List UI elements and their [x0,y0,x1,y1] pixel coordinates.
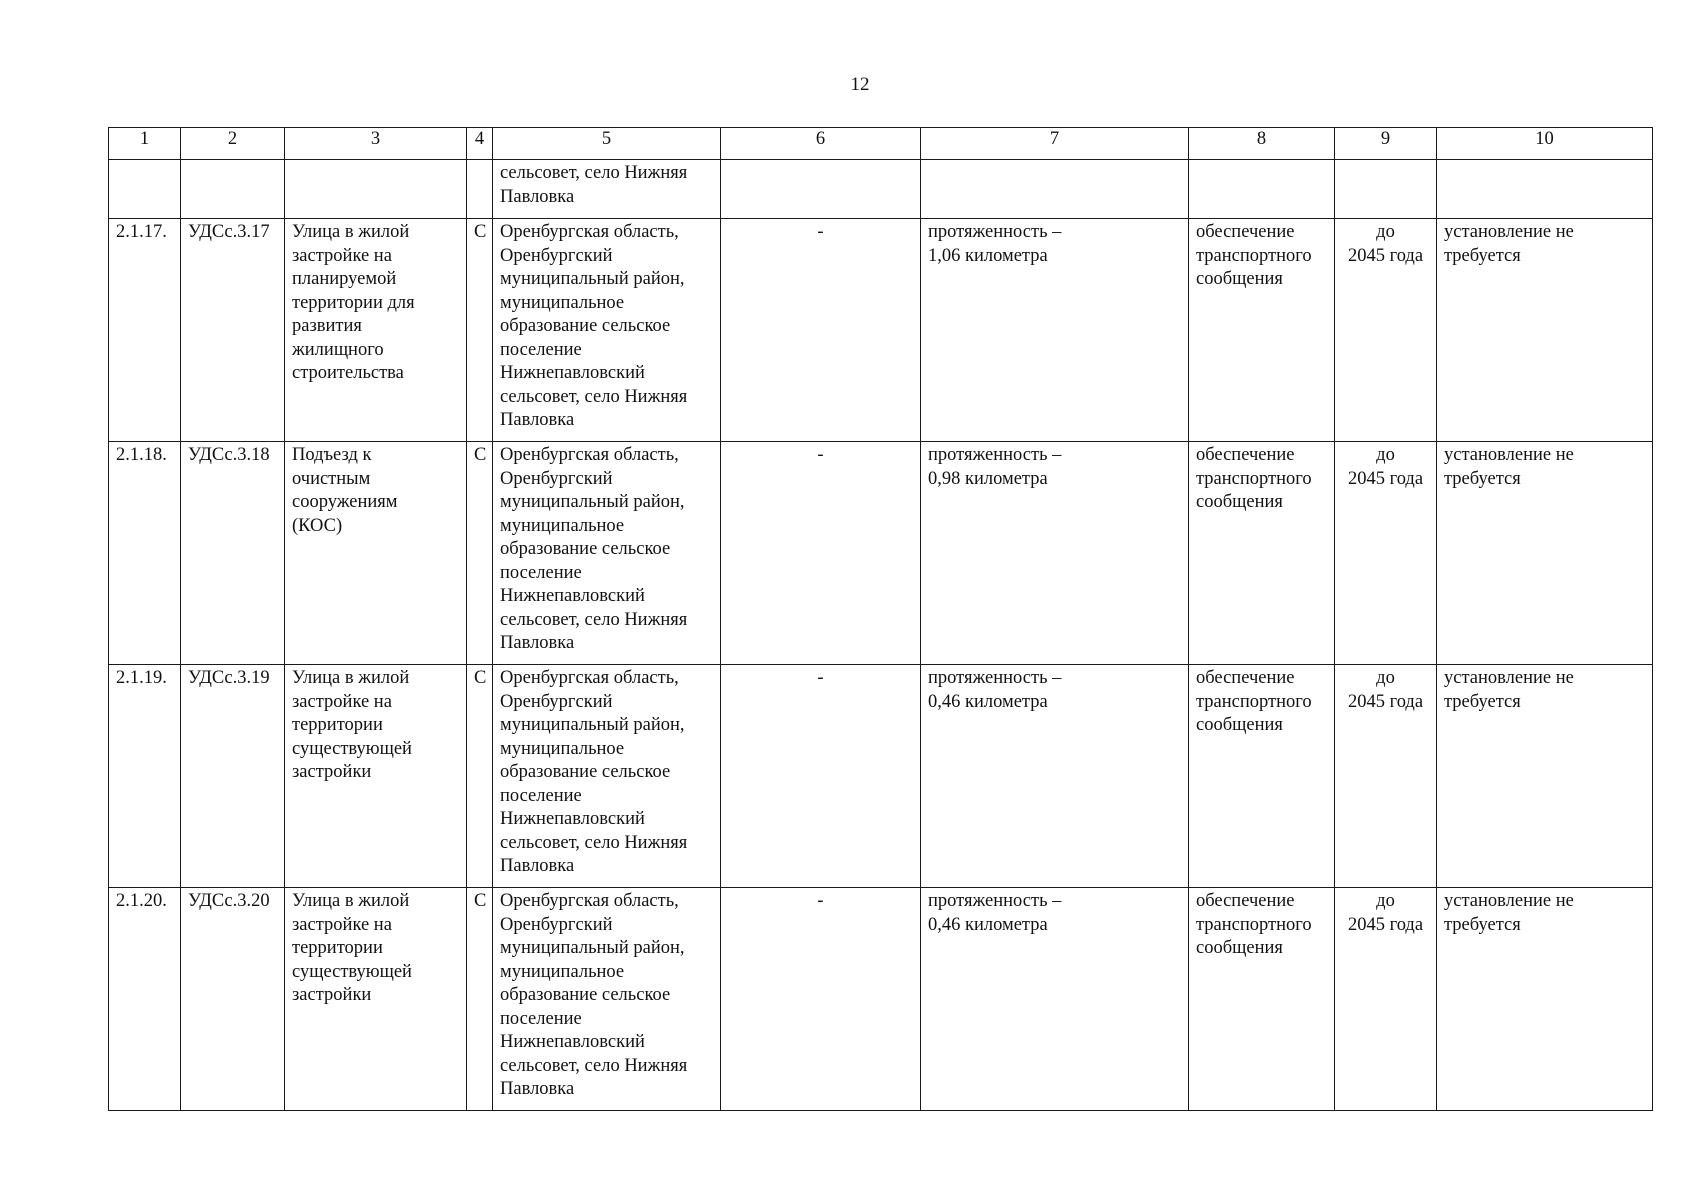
table-cell [181,160,285,219]
object-code-cell: УДСс.3.20 [181,888,285,1111]
row-number-cell: 2.1.20. [109,888,181,1111]
object-name-cell: Улица в жилой застройке на планируемой территории для развития жилищного строительства [285,219,467,442]
object-name-cell: Подъезд к очистным сооружениям (КОС) [285,442,467,665]
column-number-row [109,128,1653,160]
col6-cell: - [721,888,921,1111]
table-row [109,442,1653,665]
col6-cell: - [721,665,921,888]
zone-cell: установление не требуется [1437,665,1653,888]
table-cell [285,160,467,219]
object-type-cell: С [467,665,493,888]
characteristics-cell: протяженность – 0,46 километра [921,888,1189,1111]
zone-cell: установление не требуется [1437,442,1653,665]
column-number: 7 [921,128,1189,160]
object-code-cell: УДСс.3.19 [181,665,285,888]
table-cell [921,160,1189,219]
object-code-cell: УДСс.3.18 [181,442,285,665]
col6-cell: - [721,442,921,665]
purpose-cell: обеспечение транспортного сообщения [1189,888,1335,1111]
column-number: 6 [721,128,921,160]
location-cell: Оренбургская область, Оренбургский муниципальный район, муниципальное образование сельское поселение Нижнепавловский сельсовет, село Нижняя Павловка [493,442,721,665]
column-number: 10 [1437,128,1653,160]
row-number-cell: 2.1.19. [109,665,181,888]
column-number: 5 [493,128,721,160]
location-cell: Оренбургская область, Оренбургский муниципальный район, муниципальное образование сельское поселение Нижнепавловский сельсовет, село Нижняя Павловка [493,888,721,1111]
table-row [109,665,1653,888]
page-number: 12 [850,74,870,95]
row-number-cell: 2.1.18. [109,442,181,665]
object-name-cell: Улица в жилой застройке на территории существующей застройки [285,888,467,1111]
table-cell [1335,160,1437,219]
deadline-cell: до 2045 года [1335,219,1437,442]
object-type-cell: С [467,888,493,1111]
table-row [109,888,1653,1111]
table-cell [467,160,493,219]
column-number: 2 [181,128,285,160]
characteristics-cell: протяженность – 0,46 километра [921,665,1189,888]
location-cell: Оренбургская область, Оренбургский муниципальный район, муниципальное образование сельское поселение Нижнепавловский сельсовет, село Нижняя Павловка [493,665,721,888]
column-number: 4 [467,128,493,160]
characteristics-cell: протяженность – 0,98 километра [921,442,1189,665]
object-name-cell: Улица в жилой застройке на территории существующей застройки [285,665,467,888]
column-number: 3 [285,128,467,160]
table-row [109,219,1653,442]
col6-cell: - [721,219,921,442]
deadline-cell: до 2045 года [1335,442,1437,665]
purpose-cell: обеспечение транспортного сообщения [1189,665,1335,888]
row-number-cell: 2.1.17. [109,219,181,442]
table-cell [109,160,181,219]
column-number: 9 [1335,128,1437,160]
deadline-cell: до 2045 года [1335,665,1437,888]
objects-table [108,127,1653,1111]
purpose-cell: обеспечение транспортного сообщения [1189,219,1335,442]
object-type-cell: С [467,219,493,442]
table-cell [1189,160,1335,219]
object-code-cell: УДСс.3.17 [181,219,285,442]
table-cell [1437,160,1653,219]
object-type-cell: С [467,442,493,665]
column-number: 8 [1189,128,1335,160]
table-cell [721,160,921,219]
location-cell: сельсовет, село Нижняя Павловка [493,160,721,219]
purpose-cell: обеспечение транспортного сообщения [1189,442,1335,665]
location-cell: Оренбургская область, Оренбургский муниципальный район, муниципальное образование сельское поселение Нижнепавловский сельсовет, село Нижняя Павловка [493,219,721,442]
column-number: 1 [109,128,181,160]
deadline-cell: до 2045 года [1335,888,1437,1111]
characteristics-cell: протяженность – 1,06 километра [921,219,1189,442]
zone-cell: установление не требуется [1437,219,1653,442]
continuation-row [109,160,1653,219]
zone-cell: установление не требуется [1437,888,1653,1111]
